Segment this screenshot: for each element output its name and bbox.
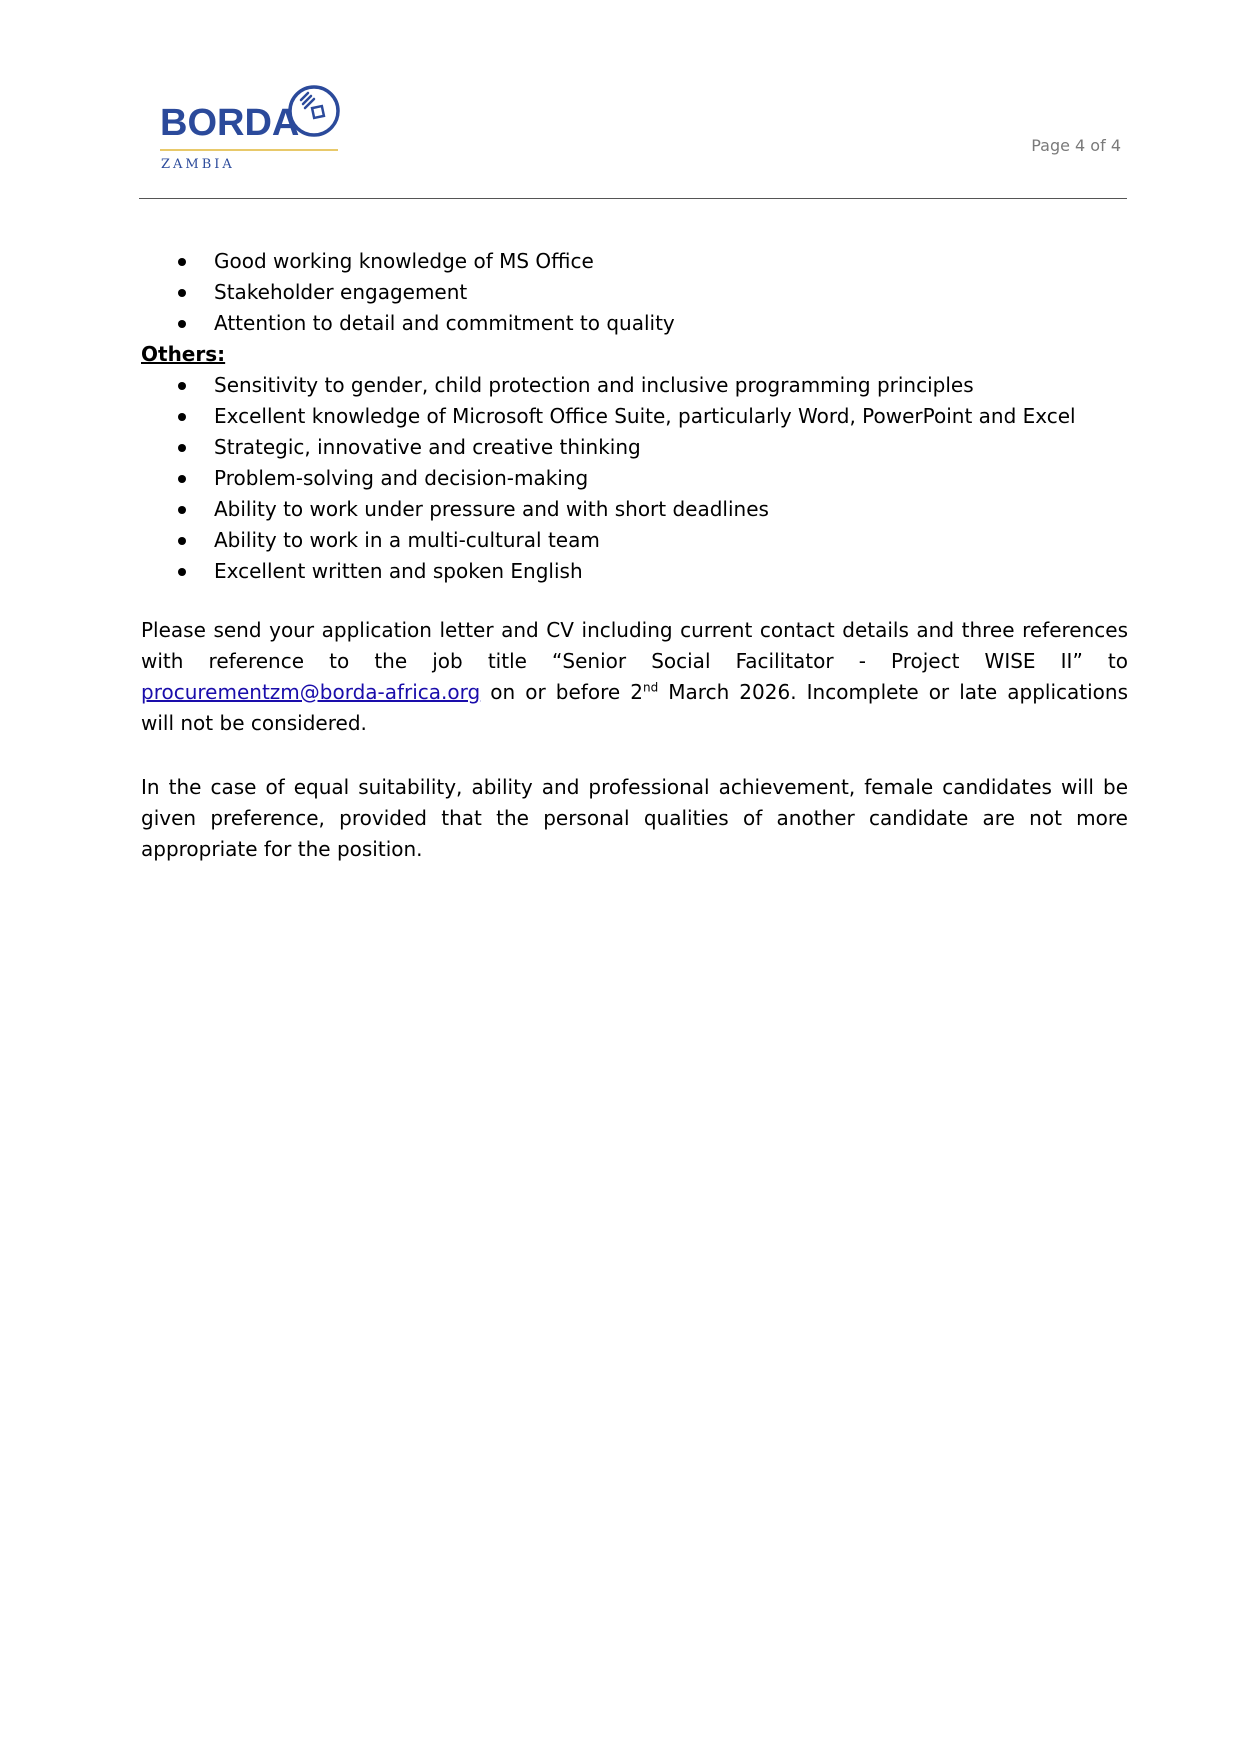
logo-underline [160,149,338,151]
bullet-icon [178,475,186,483]
list-item: Strategic, innovative and creative thinking [141,432,1128,463]
application-paragraph: Please send your application letter and CV including current contact details and three references with reference to the job title “Senior Social Facilitator - Project WISE II” to procurementzm@borda-africa.org on or before 2nd March 2026. Incomplete or late applications will not be considered. [141,618,1128,735]
bullet-icon [178,537,186,545]
ordinal-suffix: nd [642,680,659,695]
list-item: Ability to work under pressure and with short deadlines [141,494,1128,525]
list-item: Excellent knowledge of Microsoft Office Suite, particularly Word, PowerPoint and Excel [141,401,1128,432]
document-body [141,246,1128,865]
borda-zambia-logo [160,82,345,177]
list-item: Excellent written and spoken English [141,556,1128,587]
email-link[interactable]: procurementzm@borda-africa.org [141,680,481,704]
list-item: Attention to detail and commitment to quality [141,308,1128,339]
header-divider [139,198,1127,199]
borda-emblem-icon [286,83,342,139]
list-item: Problem-solving and decision-making [141,463,1128,494]
list-item: Good working knowledge of MS Office [141,246,1128,277]
bullet-icon [178,413,186,421]
others-list [141,370,1128,587]
list-item: Stakeholder engagement [141,277,1128,308]
others-heading: Others: [141,342,226,366]
logo-wordmark: BORDA [160,102,300,144]
list-item: Ability to work in a multi-cultural team [141,525,1128,556]
list-item: Sensitivity to gender, child protection and inclusive programming principles [141,370,1128,401]
page-number: Page 4 of 4 [1031,136,1121,155]
bullet-icon [178,320,186,328]
skills-list [141,246,1128,339]
bullet-icon [178,289,186,297]
equality-paragraph: In the case of equal suitability, ability and professional achievement, female candidates will be given preference, provided that the personal qualities of another candidate are not more appropriate for the position. [141,775,1128,861]
bullet-icon [178,258,186,266]
bullet-icon [178,444,186,452]
logo-subtitle: ZAMBIA [161,157,235,172]
bullet-icon [178,382,186,390]
bullet-icon [178,568,186,576]
bullet-icon [178,506,186,514]
